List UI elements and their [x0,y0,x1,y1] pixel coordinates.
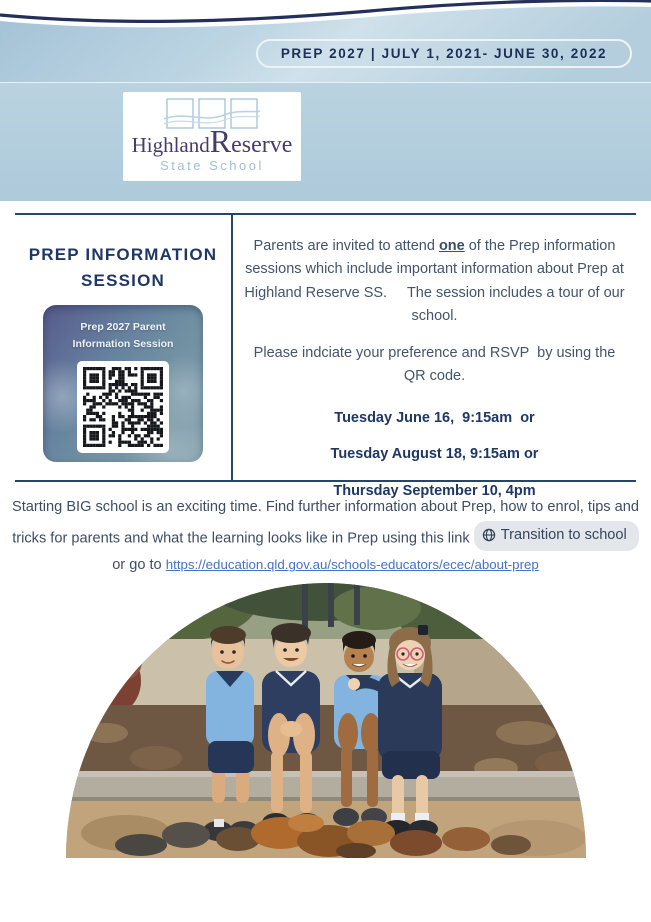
qr-box [77,361,169,453]
logo-name: HighlandReserve [131,123,293,159]
session-left-panel [15,215,233,480]
one-emphasis: one [438,238,465,254]
wave-header [0,0,651,200]
transition-link-pill[interactable] [474,521,639,551]
children-photo-illustration [66,583,586,858]
connector-text: or go to [112,557,162,574]
date-banner [256,39,632,68]
qr-card-title: Prep 2027 Parent Information Session [72,321,174,350]
transition-url-link[interactable]: https://education.qld.gov.au/schools-educators/ecec/about-prep [165,557,539,573]
session-date-2: Tuesday August 18, 9:15am or [330,446,539,463]
children-photo [66,583,586,858]
date-banner-label: PREP 2027 | JULY 1, 2021- JUNE 30, 2022 [280,46,608,61]
transition-link-label: Transition to school [500,526,627,543]
session-date-1: Tuesday June 16, 9:15am or [334,409,535,426]
transition-text: Starting BIG school is an exciting time. Find further information about Prep, how to enrol, tips and tricks for parents and what the learning looks like in Prep using this link [11,499,640,547]
globe-icon [482,528,496,542]
logo-subtitle: State School [160,158,264,173]
prep-session-section [15,213,636,499]
session-date-3: Thursday September 10, 4pm [333,482,536,499]
panel-heading: PREP INFORMATION SESSION [28,245,218,290]
school-logo [123,92,301,181]
qr-card [43,305,203,462]
intro-paragraph: Parents are invited to attend one of the Prep information sessions which include important information about Prep at Highland Reserve SS. The session includes a tour of our school. [244,238,629,325]
rsvp-paragraph: Please indciate your preference and RSVP by using the QR code. [253,344,620,385]
logo-band [0,82,651,201]
session-info-panel [233,215,636,499]
qr-code [83,367,163,447]
transition-paragraph [8,494,643,579]
